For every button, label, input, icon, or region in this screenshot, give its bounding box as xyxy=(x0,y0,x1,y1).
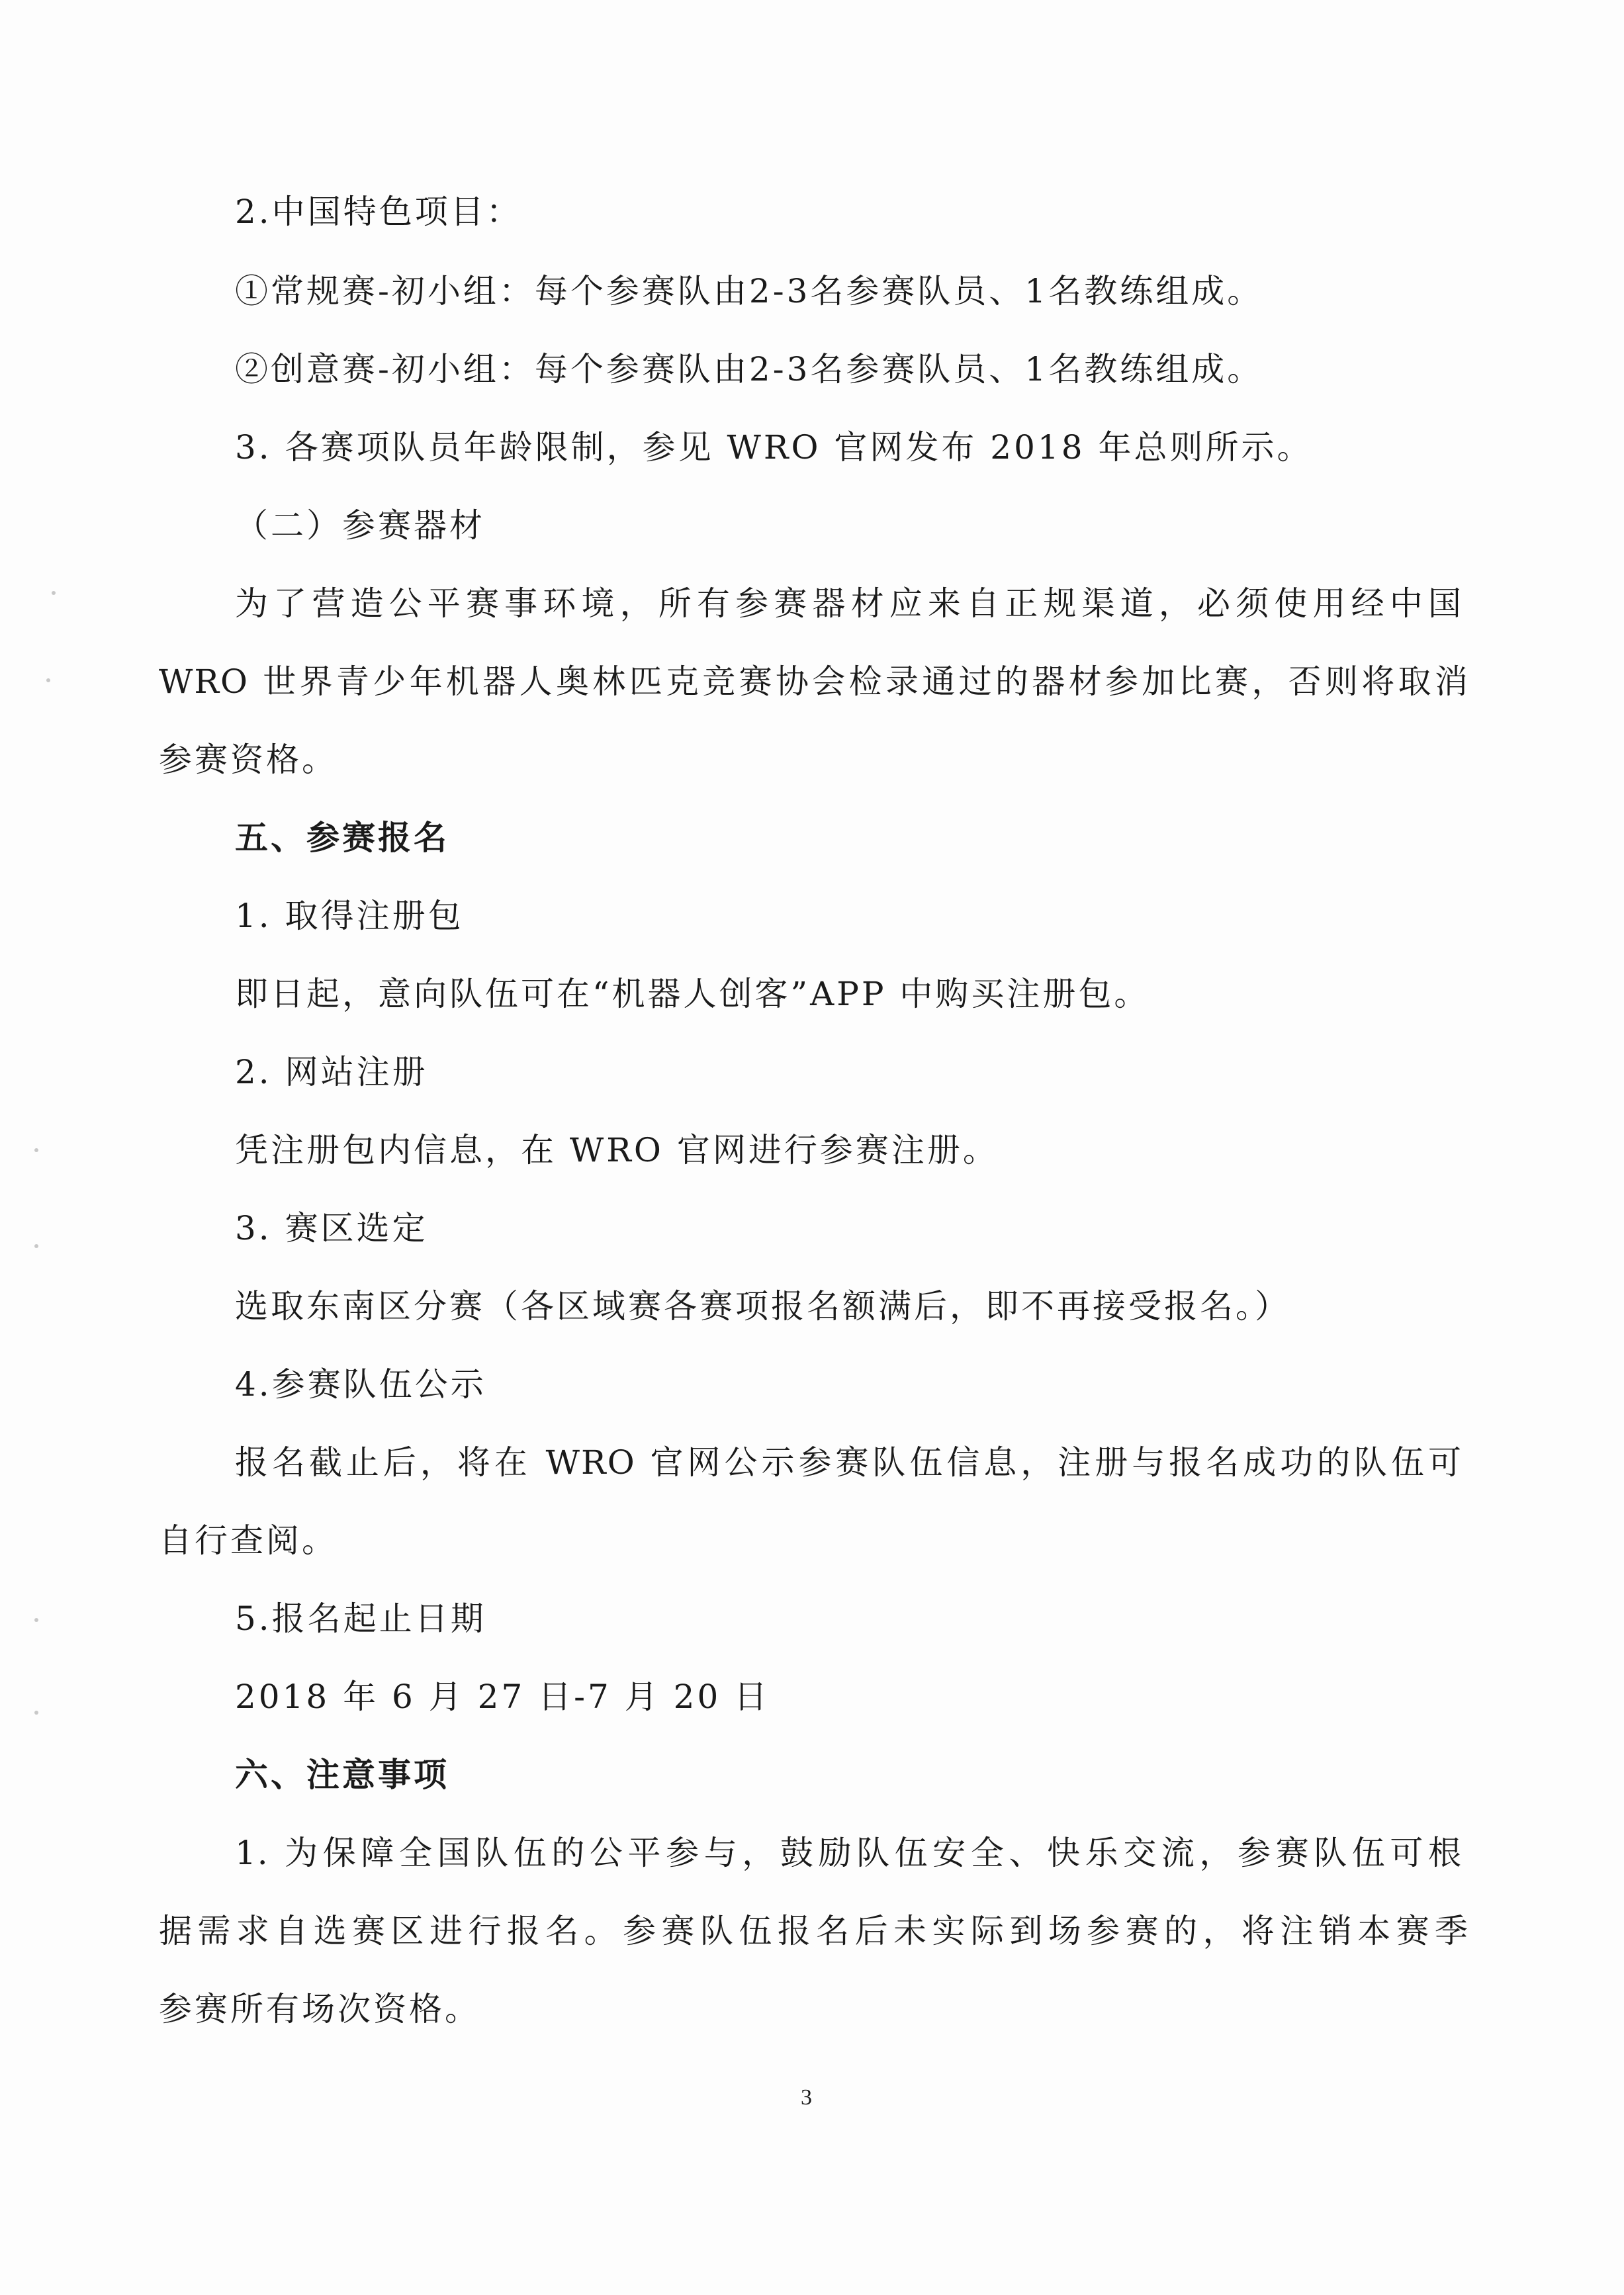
scan-speck xyxy=(34,1618,38,1622)
line-registration-dates-heading: 5.报名起止日期 xyxy=(235,1599,486,1638)
para-publication-line-2: 自行查阅。 xyxy=(159,1521,338,1560)
line-age-limit: 3. 各赛项队员年龄限制，参见 WRO 官网发布 2018 年总则所示。 xyxy=(235,428,1313,467)
scan-speck xyxy=(34,1148,38,1152)
line-team-publication: 4.参赛队伍公示 xyxy=(235,1365,486,1404)
page-number: 3 xyxy=(801,2085,812,2110)
para-publication-line-1: 报名截止后，将在 WRO 官网公示参赛队伍信息，注册与报名成功的队伍可 xyxy=(235,1443,1463,1482)
heading-notes: 六、注意事项 xyxy=(235,1755,449,1794)
line-division-selection: 3. 赛区选定 xyxy=(235,1209,428,1247)
line-southeast-division: 选取东南区分赛（各区域赛各赛项报名额满后，即不再接受报名。） xyxy=(235,1287,1290,1326)
line-register-on-wro: 凭注册包内信息，在 WRO 官网进行参赛注册。 xyxy=(235,1131,999,1169)
line-registration-dates: 2018 年 6 月 27 日-7 月 20 日 xyxy=(235,1678,770,1716)
heading-registration: 五、参赛报名 xyxy=(235,818,449,857)
scan-speck xyxy=(46,678,50,682)
line-chinese-feature-projects: 2.中国特色项目： xyxy=(235,193,522,231)
line-regular-match-junior: ①常规赛-初小组：每个参赛队由2-3名参赛队员、1名教练组成。 xyxy=(235,272,1263,310)
line-buy-registration-pack: 即日起，意向队伍可在“机器人创客”APP 中购买注册包。 xyxy=(235,975,1150,1013)
heading-equipment: （二）参赛器材 xyxy=(235,506,485,545)
line-creative-match-junior: ②创意赛-初小组：每个参赛队由2-3名参赛队员、1名教练组成。 xyxy=(235,350,1263,388)
scan-speck xyxy=(34,1711,38,1715)
line-website-registration: 2. 网站注册 xyxy=(235,1053,428,1091)
line-get-registration-pack: 1. 取得注册包 xyxy=(235,897,464,935)
para-equipment-line-2: WRO 世界青少年机器人奥林匹克竞赛协会检录通过的器材参加比赛，否则将取消 xyxy=(159,662,1469,701)
para-equipment-line-1: 为了营造公平赛事环境，所有参赛器材应来自正规渠道，必须使用经中国 xyxy=(235,584,1463,623)
para-notes-line-3: 参赛所有场次资格。 xyxy=(159,1990,480,2028)
scan-speck xyxy=(52,591,56,595)
para-notes-line-2: 据需求自选赛区进行报名。参赛队伍报名后未实际到场参赛的，将注销本赛季 xyxy=(159,1912,1469,1950)
scan-speck xyxy=(34,1244,38,1248)
para-equipment-line-3: 参赛资格。 xyxy=(159,741,338,779)
para-notes-line-1: 1. 为保障全国队伍的公平参与，鼓励队伍安全、快乐交流，参赛队伍可根 xyxy=(235,1834,1463,1872)
